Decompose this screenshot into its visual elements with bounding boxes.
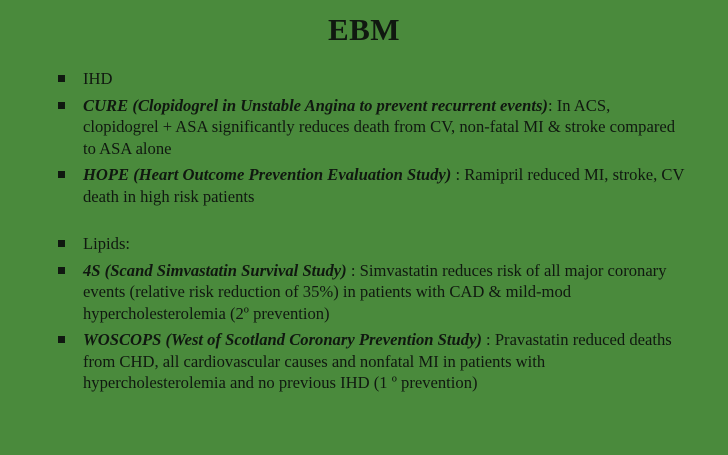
study-name: 4S (Scand Simvastatin Survival Study)	[83, 260, 347, 280]
bullet-item-woscops	[58, 329, 688, 394]
square-bullet-icon	[58, 171, 65, 178]
bullet-text: : In ACS, clopidogrel + ASA significantly reduces death from CV, non-fatal MI & stroke compared to ASA alone	[83, 95, 676, 158]
bullet-text: IHD	[83, 69, 113, 88]
square-bullet-icon	[58, 75, 65, 82]
study-name: CURE (Clopidogrel in Unstable Angina to prevent recurrent events)	[83, 95, 548, 115]
square-bullet-icon	[58, 336, 65, 343]
square-bullet-icon	[58, 240, 65, 247]
bullet-text: : Pravastatin reduced deaths from CHD, all cardiovascular causes and nonfatal MI in patients with hypercholesterolemia and no previous IHD (1 º prevention)	[83, 330, 672, 392]
study-name: WOSCOPS (West of Scotland Coronary Prevention Study)	[83, 330, 482, 349]
bullet-item-cure	[58, 95, 688, 160]
bullet-text: : Simvastatin reduces risk of all major coronary events (relative risk reduction of 35%) in patients with CAD & mild-mod hypercholesterolemia (2º prevention)	[83, 260, 667, 323]
bullet-text: : Ramipril reduced MI, stroke, CV death in high risk patients	[83, 165, 685, 206]
bullet-item-4s	[58, 260, 688, 325]
bullet-text: Lipids:	[83, 234, 131, 253]
slide-title: EBM	[327, 12, 401, 47]
bullet-item-lipids	[58, 233, 688, 255]
square-bullet-icon	[58, 102, 65, 109]
bullet-item-hope	[58, 164, 688, 207]
bullet-item-ihd	[58, 68, 688, 90]
square-bullet-icon	[58, 267, 65, 274]
study-name: HOPE (Heart Outcome Prevention Evaluation Study)	[83, 165, 452, 184]
bullet-list	[58, 68, 688, 399]
